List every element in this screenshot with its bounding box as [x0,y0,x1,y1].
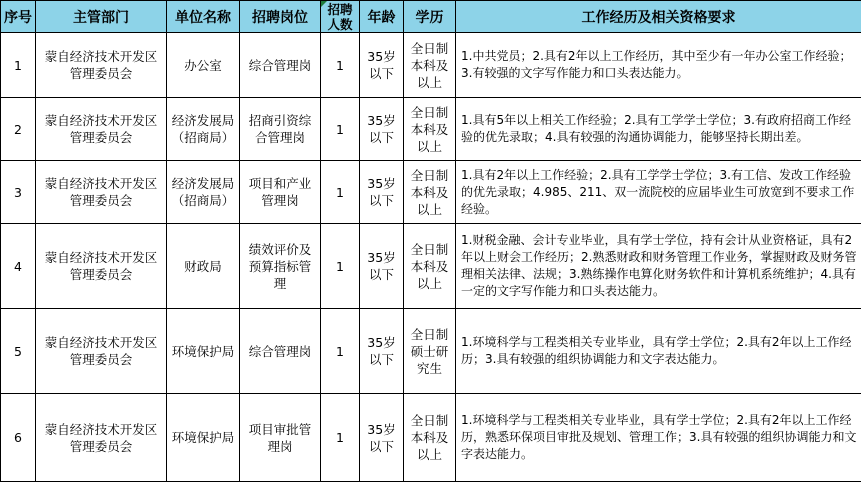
cell-req: 1.具有2年以上工作经验；2.具有工学学士学位；3.有工信、发改工作经验的优先录取；4.985、211、双一流院校的应届毕业生可放宽到不要求工作经验。 [456,161,861,224]
cell-dept: 蒙自经济技术开发区管理委员会 [36,161,167,224]
cell-edu: 全日制本科及以上 [404,394,456,482]
header-no: 序号 [1,1,36,33]
header-post: 招聘岗位 [240,1,321,33]
header-req: 工作经历及相关资格要求 [456,1,861,33]
cell-req: 1.具有5年以上相关工作经验；2.具有工学学士学位；3.有政府招商工作经验的优先录取；4.具有较强的沟通协调能力，能够坚持长期出差。 [456,98,861,161]
cell-dept: 蒙自经济技术开发区管理委员会 [36,224,167,309]
header-count [321,1,360,33]
cell-edu: 全日制本科及以上 [404,224,456,309]
cell-edu: 全日制本科及以上 [404,161,456,224]
cell-age: 35岁以下 [360,33,404,98]
header-age: 年龄 [360,1,404,33]
cell-dept: 蒙自经济技术开发区管理委员会 [36,309,167,394]
cell-count: 1 [321,394,360,482]
cell-dept: 蒙自经济技术开发区管理委员会 [36,394,167,482]
table-row [1,224,861,309]
cell-req: 1.中共党员；2.具有2年以上工作经历，其中至少有一年办公室工作经验；3.有较强的文字写作能力和口头表达能力。 [456,33,861,98]
cell-age: 35岁以下 [360,224,404,309]
cell-post: 综合管理岗 [240,309,321,394]
cell-count: 1 [321,309,360,394]
cell-age: 35岁以下 [360,394,404,482]
cell-count: 1 [321,161,360,224]
header-dept: 主管部门 [36,1,167,33]
cell-no: 4 [1,224,36,309]
cell-unit: 财政局 [167,224,240,309]
cell-post: 项目审批管理岗 [240,394,321,482]
header-row [1,1,861,33]
header-count-label: 招聘人数 [327,1,353,32]
comment-marker-icon [321,1,327,7]
cell-unit: 环境保护局 [167,394,240,482]
cell-post: 项目和产业管理岗 [240,161,321,224]
cell-no: 5 [1,309,36,394]
cell-req: 1.环境科学与工程类相关专业毕业，具有学士学位；2.具有2年以上工作经历，熟悉环保项目审批及规划、管理工作；3.具有较强的组织协调能力和文字表达能力。 [456,394,861,482]
cell-post: 绩效评价及预算指标管理 [240,224,321,309]
cell-unit: 经济发展局（招商局） [167,98,240,161]
cell-post: 招商引资综合管理岗 [240,98,321,161]
cell-count: 1 [321,98,360,161]
cell-unit: 经济发展局（招商局） [167,161,240,224]
cell-unit: 办公室 [167,33,240,98]
cell-age: 35岁以下 [360,98,404,161]
cell-post: 综合管理岗 [240,33,321,98]
table-row [1,394,861,482]
cell-age: 35岁以下 [360,161,404,224]
cell-edu: 全日制本科及以上 [404,33,456,98]
cell-req: 1.环境科学与工程类相关专业毕业，具有学士学位；2.具有2年以上工作经历；3.具有较强的组织协调能力和文字表达能力。 [456,309,861,394]
cell-no: 3 [1,161,36,224]
cell-no: 6 [1,394,36,482]
cell-dept: 蒙自经济技术开发区管理委员会 [36,33,167,98]
cell-dept: 蒙自经济技术开发区管理委员会 [36,98,167,161]
cell-no: 1 [1,33,36,98]
table-row [1,98,861,161]
cell-edu: 全日制本科及以上 [404,98,456,161]
table-row [1,33,861,98]
cell-req: 1.财税金融、会计专业毕业，具有学士学位，持有会计从业资格证，具有2年以上财会工作经历；2.熟悉财政和财务管理工作业务，掌握财政及财务管理相关法律、法规；3.熟练操作电算化财务软件和计算机系统维护；4.具有一定的文字写作能力和口头表达能力。 [456,224,861,309]
table-row [1,161,861,224]
cell-no: 2 [1,98,36,161]
cell-count: 1 [321,33,360,98]
table-row [1,309,861,394]
cell-count: 1 [321,224,360,309]
header-edu: 学历 [404,1,456,33]
cell-age: 35岁以下 [360,309,404,394]
cell-edu: 全日制硕士研究生 [404,309,456,394]
cell-unit: 环境保护局 [167,309,240,394]
header-unit: 单位名称 [167,1,240,33]
